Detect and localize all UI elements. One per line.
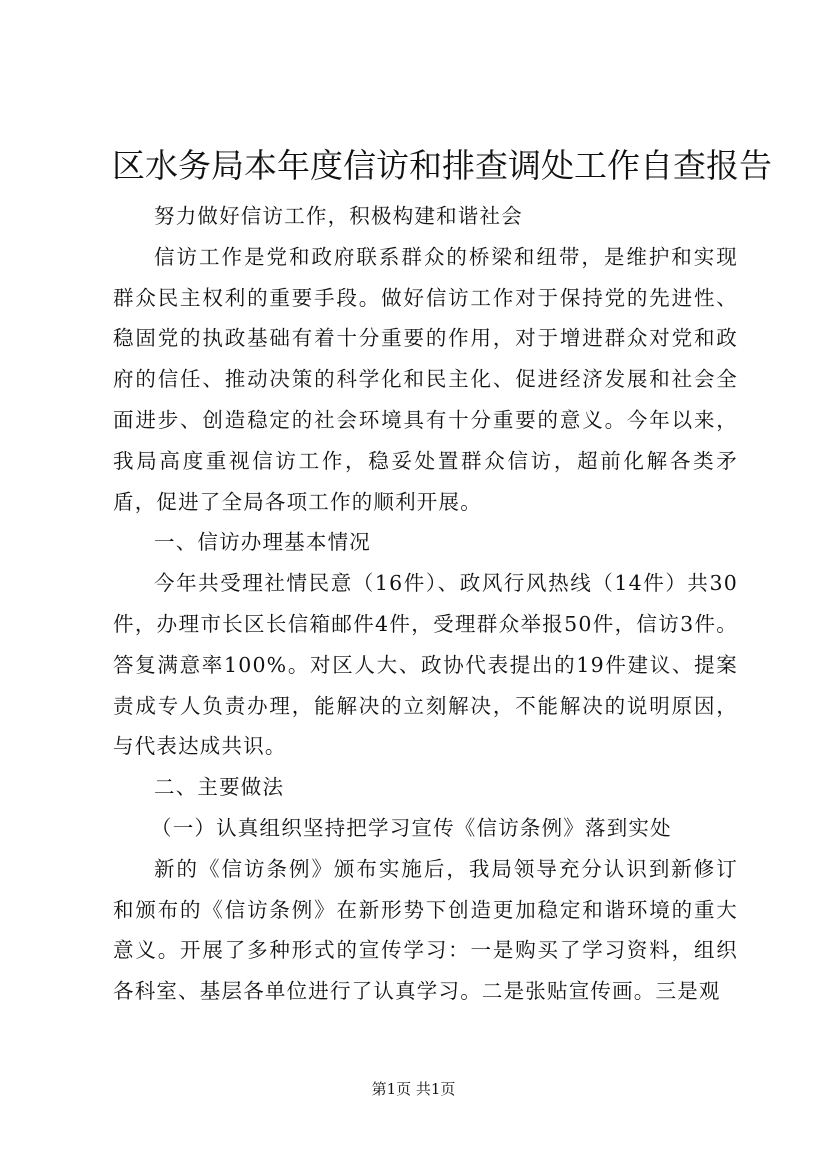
document-body xyxy=(113,196,738,1012)
section-1-paragraph: 今年共受理社情民意（16件）、政风行风热线（14件）共30件，办理市长区长信箱邮件4件，受理群众举报50件，信访3件。答复满意率100%。对区人大、政协代表提出的19件建议、提案责成专人负责办理，能解决的立刻解决，不能解决的说明原因，与代表达成共识。 xyxy=(113,571,738,759)
subtitle-paragraph: 努力做好信访工作，积极构建和谐社会 xyxy=(154,204,523,228)
subsection-1-paragraph: 新的《信访条例》颁布实施后，我局领导充分认识到新修订和颁布的《信访条例》在新形势下创造更加稳定和谐环境的重大意义。开展了多种形式的宣传学习：一是购买了学习资料，组织各科室、基层各单位进行了认真学习。二是张贴宣传画。三是观 xyxy=(113,856,738,1004)
section-heading-1: 一、信访办理基本情况 xyxy=(154,530,371,555)
page-footer: 第1页 共1页 xyxy=(371,1080,456,1098)
section-heading-2: 二、主要做法 xyxy=(154,775,285,800)
subsection-heading-1: （一）认真组织坚持把学习宣传《信访条例》落到实处 xyxy=(151,815,672,840)
document-title: 区水务局本年度信访和排查调处工作自查报告 xyxy=(112,146,772,185)
intro-paragraph: 信访工作是党和政府联系群众的桥梁和纽带，是维护和实现群众民主权利的重要手段。做好信访工作对于保持党的先进性、稳固党的执政基础有着十分重要的作用，对于增进群众对党和政府的信任、推动决策的科学化和民主化、促进经济发展和社会全面进步、创造稳定的社会环境具有十分重要的意义。今年以来，我局高度重视信访工作，稳妥处置群众信访，超前化解各类矛盾，促进了全局各项工作的顺利开展。 xyxy=(113,244,738,514)
